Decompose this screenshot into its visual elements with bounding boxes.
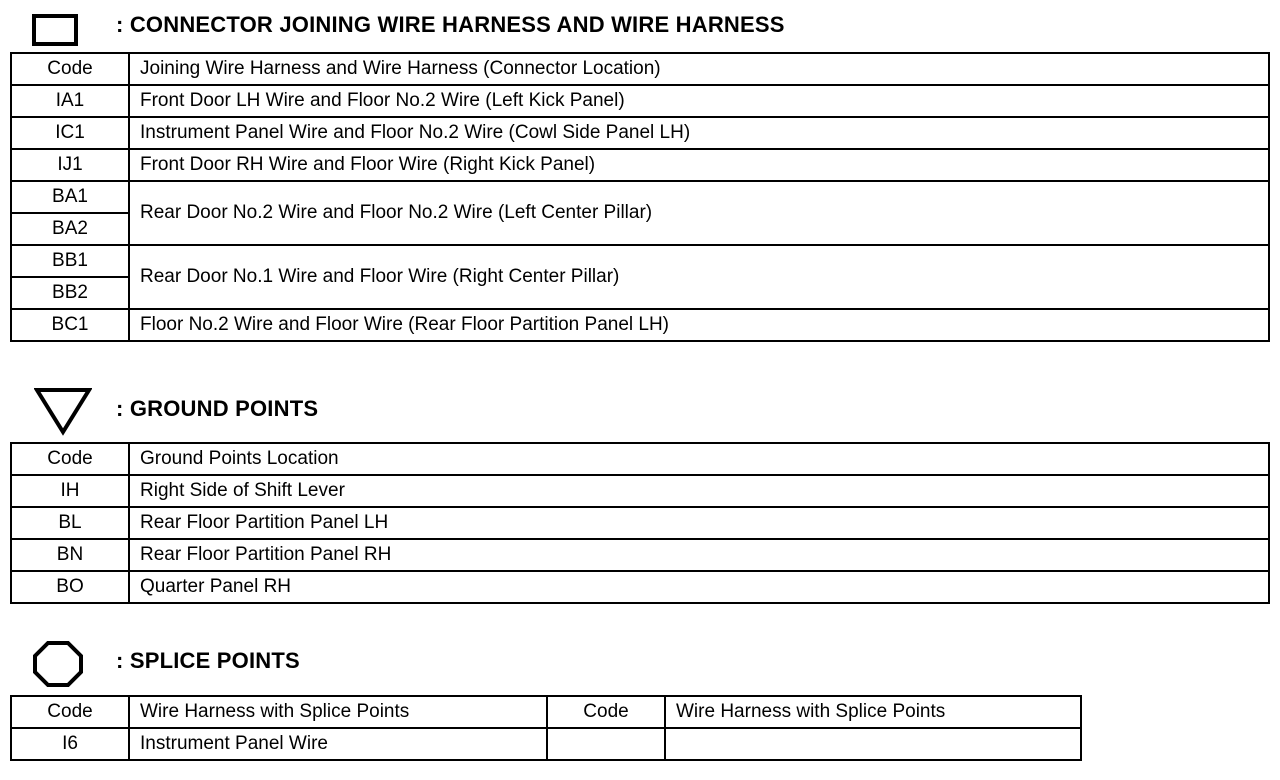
header-code: Code bbox=[11, 696, 129, 728]
table-row bbox=[11, 571, 1269, 603]
row-desc: Instrument Panel Wire bbox=[129, 728, 547, 760]
row-code: BB1 bbox=[11, 245, 129, 277]
row-desc: Instrument Panel Wire and Floor No.2 Wire (Cowl Side Panel LH) bbox=[129, 117, 1269, 149]
header-desc: Wire Harness with Splice Points bbox=[129, 696, 547, 728]
table-header-row bbox=[11, 696, 1081, 728]
row-desc: Floor No.2 Wire and Floor Wire (Rear Floor Partition Panel LH) bbox=[129, 309, 1269, 341]
triangle-down-icon bbox=[34, 386, 92, 436]
row-desc: Rear Door No.2 Wire and Floor No.2 Wire (Left Center Pillar) bbox=[129, 181, 1269, 245]
row-code: IA1 bbox=[11, 85, 129, 117]
connector-section-title: : CONNECTOR JOINING WIRE HARNESS AND WIRE HARNESS bbox=[116, 12, 785, 37]
connector-table bbox=[10, 52, 1270, 342]
row-code: BC1 bbox=[11, 309, 129, 341]
header-desc: Joining Wire Harness and Wire Harness (Connector Location) bbox=[129, 53, 1269, 85]
table-row bbox=[11, 309, 1269, 341]
row-code: BL bbox=[11, 507, 129, 539]
row-code: IC1 bbox=[11, 117, 129, 149]
table-row bbox=[11, 245, 1269, 277]
header-code: Code bbox=[11, 53, 129, 85]
row-desc: Rear Door No.1 Wire and Floor Wire (Right Center Pillar) bbox=[129, 245, 1269, 309]
splice-table bbox=[10, 695, 1082, 761]
row-desc: Front Door RH Wire and Floor Wire (Right Kick Panel) bbox=[129, 149, 1269, 181]
table-row bbox=[11, 728, 1081, 760]
square-icon bbox=[32, 14, 78, 46]
row-code: BA2 bbox=[11, 213, 129, 245]
row-code: BB2 bbox=[11, 277, 129, 309]
table-row bbox=[11, 507, 1269, 539]
row-desc: Right Side of Shift Lever bbox=[129, 475, 1269, 507]
table-row bbox=[11, 475, 1269, 507]
row-desc: Front Door LH Wire and Floor No.2 Wire (Left Kick Panel) bbox=[129, 85, 1269, 117]
header-desc: Wire Harness with Splice Points bbox=[665, 696, 1081, 728]
header-code: Code bbox=[11, 443, 129, 475]
header-desc: Ground Points Location bbox=[129, 443, 1269, 475]
table-row bbox=[11, 117, 1269, 149]
row-code: I6 bbox=[11, 728, 129, 760]
splice-section-title: : SPLICE POINTS bbox=[116, 648, 300, 673]
header-code: Code bbox=[547, 696, 665, 728]
table-row bbox=[11, 149, 1269, 181]
table-header-row bbox=[11, 53, 1269, 85]
row-desc: Quarter Panel RH bbox=[129, 571, 1269, 603]
table-row bbox=[11, 181, 1269, 213]
row-code bbox=[547, 728, 665, 760]
ground-section-title: : GROUND POINTS bbox=[116, 396, 319, 421]
row-desc: Rear Floor Partition Panel RH bbox=[129, 539, 1269, 571]
splice-section-header bbox=[0, 636, 1280, 684]
row-desc: Rear Floor Partition Panel LH bbox=[129, 507, 1269, 539]
connector-section-header bbox=[0, 2, 1280, 50]
row-code: IH bbox=[11, 475, 129, 507]
table-header-row bbox=[11, 443, 1269, 475]
row-code: BO bbox=[11, 571, 129, 603]
row-desc bbox=[665, 728, 1081, 760]
row-code: BA1 bbox=[11, 181, 129, 213]
ground-table bbox=[10, 442, 1270, 604]
table-row bbox=[11, 85, 1269, 117]
row-code: BN bbox=[11, 539, 129, 571]
row-code: IJ1 bbox=[11, 149, 129, 181]
table-row bbox=[11, 539, 1269, 571]
octagon-icon bbox=[32, 640, 84, 688]
ground-section-header bbox=[0, 384, 1280, 432]
